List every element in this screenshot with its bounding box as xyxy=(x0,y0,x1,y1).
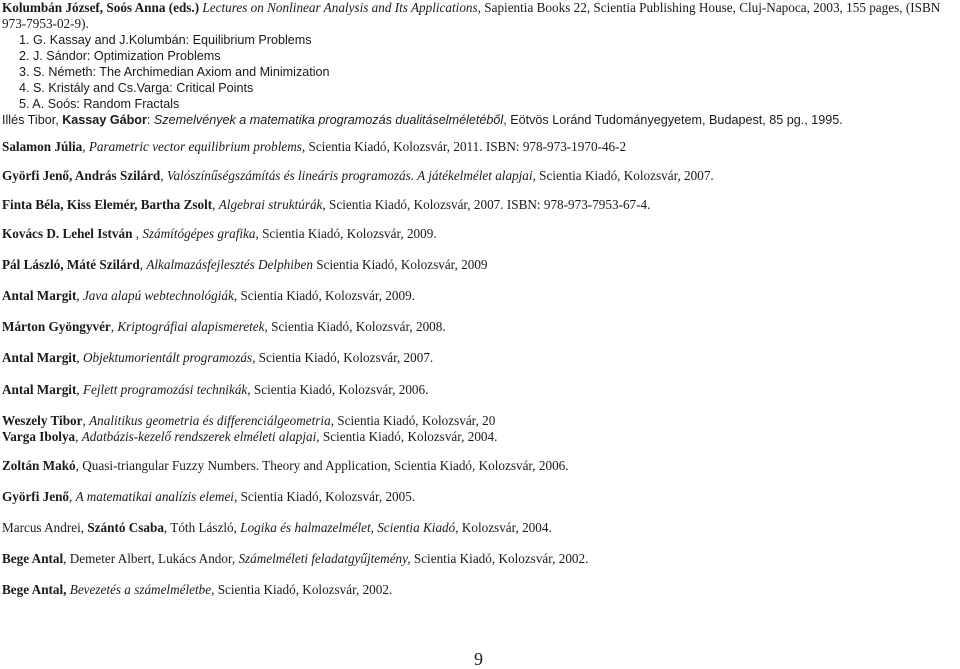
details: Scientia Kiadó, Kolozsvár, 2007. xyxy=(535,168,714,183)
author: Pál László, Máté Szilárd xyxy=(2,257,140,272)
author: Bege Antal xyxy=(2,551,64,566)
title: Fejlett programozási technikák, xyxy=(82,382,251,397)
separator: , xyxy=(82,413,90,428)
separator: , xyxy=(76,288,83,303)
details: Scientia Kiadó, Kolozsvár, 2007. xyxy=(255,350,434,365)
reference-bege-bevezetes xyxy=(2,582,392,598)
separator: , xyxy=(75,429,82,444)
title: Kriptográfiai alapismeretek xyxy=(117,319,265,334)
author: Salamon Júlia xyxy=(2,139,83,154)
title: Számelméleti feladatgyűjtemény, xyxy=(238,551,411,566)
separator: , xyxy=(82,139,89,154)
separator: , xyxy=(110,319,118,334)
author: Illés Tibor, xyxy=(2,113,63,127)
details: , Scientia Kiadó, Kolozsvár, 2009. xyxy=(255,226,437,241)
authors: Kolumbán József, Soós Anna (eds.) xyxy=(2,0,200,15)
details: Scientia Kiadó, Kolozsvár, 2006. xyxy=(250,382,429,397)
separator: , xyxy=(69,489,76,504)
title: Szemelvények a matematika programozás dualitáselméletéből xyxy=(153,113,504,127)
separator: , xyxy=(132,226,143,241)
reference-kolumban xyxy=(2,0,940,16)
title: Alkalmazásfejlesztés Delphiben xyxy=(146,257,313,272)
reference-finta xyxy=(2,197,650,213)
separator: , xyxy=(139,257,147,272)
reference-gyorfi-andras xyxy=(2,168,714,184)
reference-antal-advanced xyxy=(2,382,428,398)
title: A matematikai analízis elemei, xyxy=(75,489,238,504)
reference-salamon xyxy=(2,139,626,155)
reference-pal xyxy=(2,257,488,273)
reference-varga xyxy=(2,429,497,445)
author: Bege Antal, xyxy=(2,582,67,597)
details: Scientia Kiadó, Kolozsvár, 2002. xyxy=(410,551,589,566)
author: Weszely Tibor xyxy=(2,413,83,428)
reference-illes xyxy=(2,112,843,128)
separator: : xyxy=(146,113,154,127)
reference-zoltan xyxy=(2,458,569,474)
reference-marton xyxy=(2,319,446,335)
title: Lectures on Nonlinear Analysis and Its Applications xyxy=(202,0,478,15)
details: , Scientia Kiadó, Kolozsvár, 2007. ISBN: 978-973-7953-67-4. xyxy=(322,197,651,212)
title: Objektumorientált programozás, xyxy=(82,350,256,365)
details: , Kolozsvár, 2004. xyxy=(455,520,552,535)
author: Zoltán Makó xyxy=(2,458,76,473)
title: Parametric vector equilibrium problems xyxy=(88,139,302,154)
chapter-item: 2. J. Sándor: Optimization Problems xyxy=(19,49,221,63)
title: Bevezetés a számelméletbe, xyxy=(69,582,215,597)
author: Györfi Jenő, András Szilárd xyxy=(2,168,161,183)
chapter-item: 1. G. Kassay and J.Kolumbán: Equilibrium Problems xyxy=(19,33,312,47)
author: Márton Gyöngyvér xyxy=(2,319,111,334)
author: Kovács D. Lehel István xyxy=(2,226,133,241)
author: Antal Margit xyxy=(2,288,77,303)
details: , Sapientia Books 22, Scientia Publishing House, Cluj-Napoca, 2003, 155 pages, (ISBN xyxy=(477,0,941,15)
author-bold: Kassay Gábor xyxy=(62,113,147,127)
reference-gyorfi-analizis xyxy=(2,489,415,505)
reference-kovacs xyxy=(2,226,437,242)
title: Számítógépes grafika xyxy=(142,226,256,241)
reference-antal-java xyxy=(2,288,415,304)
details: Scientia Kiadó, Kolozsvár, 2009 xyxy=(312,257,488,272)
reference-marcus xyxy=(2,520,552,536)
chapter-item: 4. S. Kristály and Cs.Varga: Critical Points xyxy=(19,81,254,95)
details: Scientia Kiadó, Kolozsvár, 2002. xyxy=(214,582,393,597)
author-bold: Szántó Csaba xyxy=(87,520,164,535)
page-number: 9 xyxy=(474,649,483,669)
title: Analitikus geometria és differenciálgeometria xyxy=(89,413,331,428)
title: Valószínűségszámítás és lineáris programozás. A játékelmélet alapjai, xyxy=(166,168,536,183)
reference-bege-feladat xyxy=(2,551,588,567)
reference-kolumban-cont: 973-7953-02-9). xyxy=(2,16,89,31)
details: , Scientia Kiadó, Kolozsvár, 20 xyxy=(330,413,496,428)
separator: , xyxy=(76,350,83,365)
separator: , xyxy=(212,197,219,212)
details: Scientia Kiadó, Kolozsvár, 2005. xyxy=(237,489,416,504)
details: Scientia Kiadó, Kolozsvár, 2004. xyxy=(319,429,498,444)
author: Antal Margit xyxy=(2,350,77,365)
author: Antal Margit xyxy=(2,382,77,397)
separator: , xyxy=(160,168,167,183)
details: , Quasi-triangular Fuzzy Numbers. Theory and Application, Scientia Kiadó, Kolozsvár, 2006. xyxy=(75,458,569,473)
author: Györfi Jenő xyxy=(2,489,70,504)
author: Marcus Andrei, xyxy=(2,520,88,535)
author: , Tóth László, xyxy=(163,520,241,535)
author: Varga Ibolya xyxy=(2,429,76,444)
chapter-item: 3. S. Németh: The Archimedian Axiom and Minimization xyxy=(19,65,330,79)
separator: , xyxy=(76,382,83,397)
title: Logika és halmazelmélet, Scientia Kiadó xyxy=(240,520,456,535)
title: Java alapú webtechnológiák, xyxy=(82,288,238,303)
author: , Demeter Albert, Lukács Andor, xyxy=(63,551,239,566)
details: , Eötvös Loránd Tudományegyetem, Budapest, 85 pg., 1995. xyxy=(503,113,843,127)
title: Adatbázis-kezelő rendszerek elméleti alapjai, xyxy=(81,429,320,444)
reference-antal-oop xyxy=(2,350,433,366)
details: , Scientia Kiadó, Kolozsvár, 2008. xyxy=(264,319,446,334)
title: Algebrai struktúrák xyxy=(218,197,323,212)
details: , Scientia Kiadó, Kolozsvár, 2011. ISBN: 978-973-1970-46-2 xyxy=(301,139,627,154)
details: Scientia Kiadó, Kolozsvár, 2009. xyxy=(237,288,415,303)
reference-weszely xyxy=(2,413,495,429)
author: Finta Béla, Kiss Elemér, Bartha Zsolt xyxy=(2,197,213,212)
chapter-item: 5. A. Soós: Random Fractals xyxy=(19,97,180,111)
